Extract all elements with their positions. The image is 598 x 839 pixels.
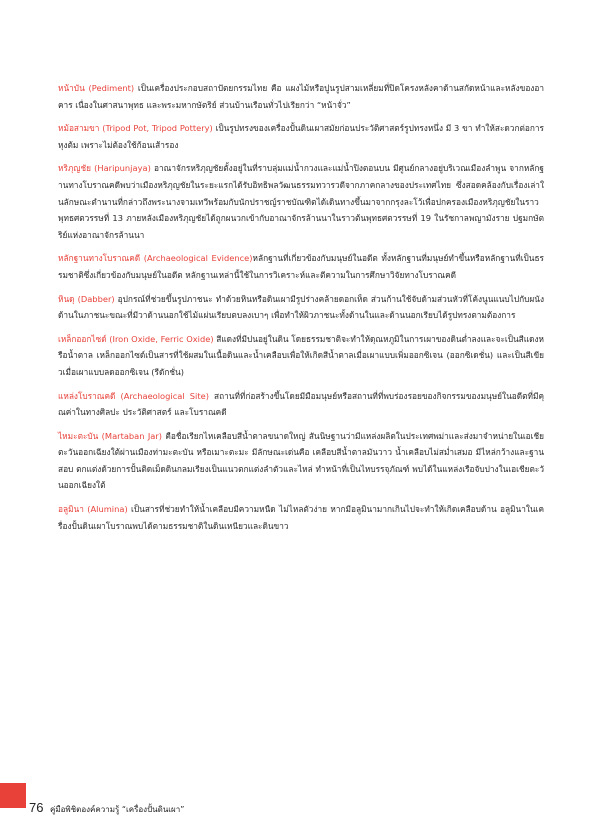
glossary-entry — [58, 80, 544, 113]
glossary-entries — [58, 80, 544, 541]
glossary-term: เหล็กออกไซด์ (Iron Oxide, Ferric Oxide) — [58, 333, 214, 344]
glossary-definition: คือชื่อเรียกไหเคลือบสีน้ำตาลขนาดใหญ่ สันนิษฐานว่ามีแหล่งผลิตในประเทศพม่าและส่งมาจำหน่ายในเอเชียตะวันออกเฉียงใต้ผ่านเมืองท่ามะตะบัน หรือเมาะตะมะ มีลักษณะเด่นคือ เคลือบสีน้ำตาลมันวาว น้ำเคลือบไม่สม่ำเสมอ มีไหล่กว้างและฐานสอบ ตกแต่งด้วยการปั้นติดเม็ดดินกลมเรียงเป็นแนวตกแต่งลำตัวและไหล่ ทำหน้าที่เป็นไหบรรจุภัณฑ์ พบได้ในแหล่งเรือจับปางในเอเชียตะวันออกเฉียงใต้ — [58, 430, 544, 491]
glossary-entry — [58, 388, 544, 421]
glossary-entry — [58, 120, 544, 153]
glossary-definition: สีแดงที่มีปนอยู่ในดิน โดยธรรมชาติจะทำให้ดุณหภูมิในการเผาของดินต่ำลงและจะเป็นสีแดงหรือน้ำตาล เหล็กออกไซด์เป็นสารที่ใช้ผสมในเนื้อดินและน้ำเคลือบเพื่อให้เกิดสีน้ำตาลเมื่อเผาแบบเพิ่มออกซิเจน (ออกซิเดชั่น) และเป็นสีเขียวเมื่อเผาแบบลดออกซิเจน (รีดักชั่น) — [58, 333, 544, 377]
glossary-definition: เป็นสารที่ช่วยทำให้น้ำเคลือบมีความหนืด ไม่ไหลตัวง่าย หากมีอลูมินามากเกินไปจะทำให้เกิดเคลือบด้าน อลูมินาในเครื่องปั้นดินเผาโบราณพบได้ตามธรรมชาติในดินเหนียวและดินขาว — [58, 504, 544, 531]
glossary-term: หน้าบัน (Pediment) — [58, 83, 135, 93]
glossary-definition: หลักฐานที่เกี่ยวข้องกับมนุษย์ในอดีต ทั้งหลักฐานที่มนุษย์ทำขึ้นหรือหลักฐานที่เป็นธรรมชาติซึ่งเกี่ยวข้องกับมนุษย์ในอดีต หลักฐานเหล่านี้ใช้ในการวิเคราะห์และตีความในการศึกษาวิจัยทางโบราณคดี — [58, 253, 544, 280]
glossary-entry — [58, 331, 544, 381]
page-number: 76 — [29, 800, 44, 815]
running-footer-title: คู่มือพิชิตองค์ความรู้ “เครื่องปั้นดินเผา” — [50, 805, 185, 814]
glossary-entry — [58, 501, 544, 534]
glossary-term: อลูมินา (Alumina) — [58, 504, 128, 515]
glossary-entry — [58, 428, 544, 494]
glossary-term: หลักฐานทางโบราณคดี (Archaeological Evidence) — [58, 253, 253, 264]
glossary-term: หม้อสามขา (Tripod Pot, Tripod Pottery) — [58, 123, 213, 134]
glossary-definition: เป็นรูปทรงของเครื่องปั้นดินเผาสมัยก่อนประวัติศาสตร์รูปทรงหนึ่ง มี 3 ขา ทำให้สะดวกต่อการหุงต้ม เพราะไม่ต้องใช้ก้อนเส้ารอง — [58, 123, 544, 150]
glossary-term: หริภุญชัย (Haripunjaya) — [58, 163, 151, 174]
glossary-definition: สถานที่ที่ก่อสร้างขึ้นโดยมีมือมนุษย์หรือสถานที่ที่พบร่องรอยของกิจกรรมของมนุษย์ในอดีตที่มีคุณค่าในทางศิลปะ ประวัติศาสตร์ และโบราณคดี — [58, 390, 545, 418]
page-edge-tab — [0, 783, 26, 808]
glossary-entry — [58, 160, 544, 243]
glossary-definition: อาณาจักรหริภุญชัยตั้งอยู่ในที่ราบลุ่มแม่น้ำกวงและแม่น้ำปิงตอนบน มีศูนย์กลางอยู่บริเวณเมืองลำพูน จากหลักฐานทางโบราณคดีพบว่าเมืองหริภุญชัยในระยะแรกได้รับอิทธิพลวัฒนธรรมทวารวดีจากภาคกลางของประเทศไทย ซึ่งสอดคล้องกับเรื่องเล่าในลักษณะตำนานที่กล่าวถึงพระนางจามเทวีพร้อมกับนักปราชญ์ราชบัณฑิตได้เดินทางขึ้นมาจากกรุงละโว้เพื่อปกครองเมืองหริภุญชัยในราวพุทธศตวรรษที่ 13 ภายหลังเมืองหริภุญชัยได้ถูกผนวกเข้ากับอาณาจักรล้านนาในราวต้นพุทธศตวรรษที่ 19 ในรัชกาลพญามังราย ปฐมกษัตริย์แห่งอาณาจักรล้านนา — [58, 163, 544, 240]
glossary-entry — [58, 291, 544, 324]
glossary-entry — [58, 250, 544, 283]
glossary-term: หินดุ (Dabber) — [58, 293, 115, 304]
glossary-term: ไหมะตะบัน (Martaban Jar) — [58, 430, 163, 441]
glossary-definition: เป็นเครื่องประกอบสถาปัตยกรรมไทย คือ แผงไม้หรือปูนรูปสามเหลี่ยมที่ปิดโครงหลังคาด้านสกัดหน้าและหลังของอาคาร เนื่องในศาสนาพุทธ และพระมหากษัตริย์ ส่วนบ้านเรือนทั่วไปเรียกว่า “หน้าจั่ว” — [58, 83, 545, 110]
glossary-term: แหล่งโบราณคดี (Archaeological Site) — [58, 390, 209, 401]
glossary-definition: อุปกรณ์ที่ช่วยขึ้นรูปภาชนะ ทำด้วยหินหรือดินเผามีรูปร่างคล้ายดอกเห็ด ส่วนก้านใช้จับด้ามส่วนหัวที่โค้งนูนแนบไปกับผนังด้านในภาชนะขณะที่มีวาด้านนอกใช้ไม้แผ่นเรียบตบลงเบาๆ เพื่อทำให้ผิวภาชนะทั้งด้านในและด้านนอกเรียบได้รูปทรงตามต้องการ — [58, 293, 544, 321]
